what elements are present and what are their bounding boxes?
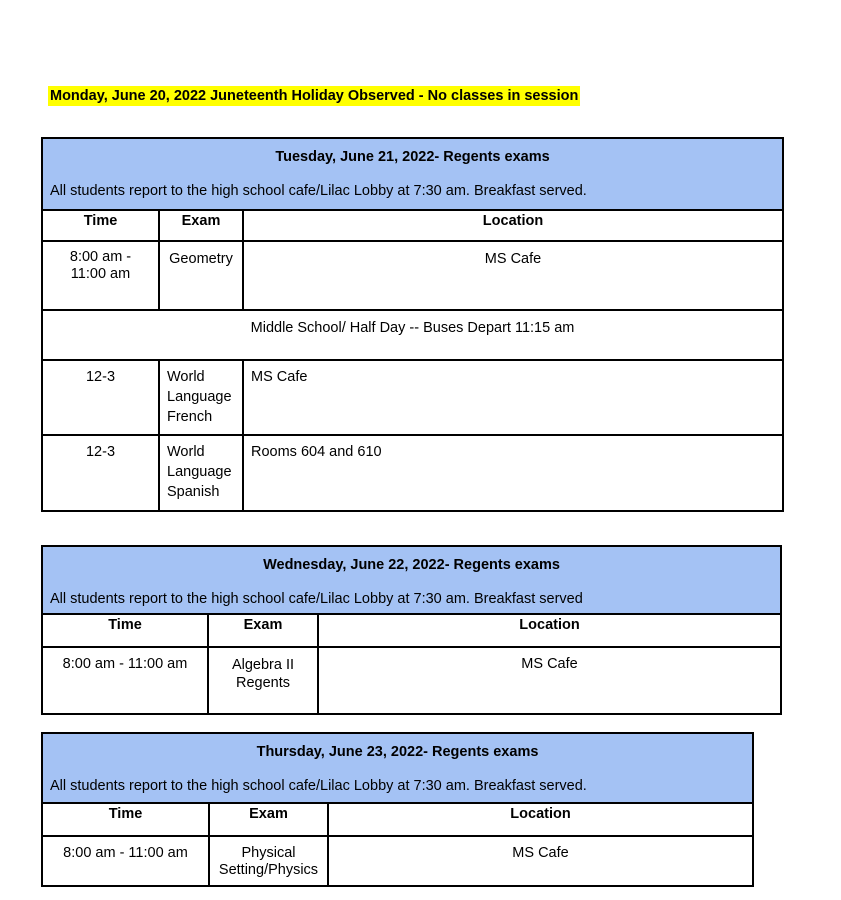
half-day-notice <box>42 310 783 360</box>
notice-text: Middle School/ Half Day -- Buses Depart 11:15 am <box>250 320 575 336</box>
row-exam: World Language Spanish <box>167 444 232 500</box>
holiday-banner: Monday, June 20, 2022 Juneteenth Holiday Observed - No classes in session <box>50 88 579 104</box>
column-header-exam: Exam <box>208 614 318 647</box>
row-location: MS Cafe <box>484 251 542 267</box>
column-header-location: Location <box>243 210 783 241</box>
column-header-time: Time <box>42 210 159 241</box>
column-header-time: Time <box>42 803 209 836</box>
day-note: All students report to the high school cafe/Lilac Lobby at 7:30 am. Breakfast served. <box>50 778 587 794</box>
row-location: MS Cafe <box>521 656 578 672</box>
row-location: Rooms 604 and 610 <box>251 444 382 460</box>
day-header <box>42 733 753 803</box>
column-header-exam: Exam <box>209 803 328 836</box>
row-location: MS Cafe <box>512 845 569 861</box>
row-exam: Geometry <box>169 251 233 267</box>
day-note: All students report to the high school cafe/Lilac Lobby at 7:30 am. Breakfast served <box>50 591 583 607</box>
column-header-location: Location <box>318 614 781 647</box>
table-row <box>42 241 783 310</box>
day-title: Tuesday, June 21, 2022- Regents exams <box>275 149 550 165</box>
table-row <box>42 836 753 886</box>
column-header-exam: Exam <box>159 210 243 241</box>
row-time: 8:00 am - 11:00 am <box>69 249 132 282</box>
table-row <box>42 435 783 511</box>
row-time: 12-3 <box>85 444 116 460</box>
table-row <box>42 647 781 714</box>
row-exam: Physical Setting/Physics <box>218 845 319 878</box>
tuesday-schedule-table <box>41 137 784 512</box>
row-time: 8:00 am - 11:00 am <box>62 656 188 672</box>
row-exam: Algebra II Regents <box>231 657 295 691</box>
row-location: MS Cafe <box>251 369 308 385</box>
column-header-location: Location <box>328 803 753 836</box>
wednesday-schedule-table <box>41 545 782 715</box>
day-title: Wednesday, June 22, 2022- Regents exams <box>263 557 560 573</box>
row-time: 8:00 am - 11:00 am <box>63 845 188 861</box>
row-exam: World Language French <box>167 369 232 425</box>
column-header-time: Time <box>42 614 208 647</box>
day-title: Thursday, June 23, 2022- Regents exams <box>256 744 539 760</box>
thursday-schedule-table <box>41 732 754 887</box>
day-header <box>42 138 783 210</box>
day-note: All students report to the high school cafe/Lilac Lobby at 7:30 am. Breakfast served. <box>50 183 587 199</box>
table-row <box>42 360 783 435</box>
row-time: 12-3 <box>85 369 116 385</box>
day-header <box>42 546 781 614</box>
